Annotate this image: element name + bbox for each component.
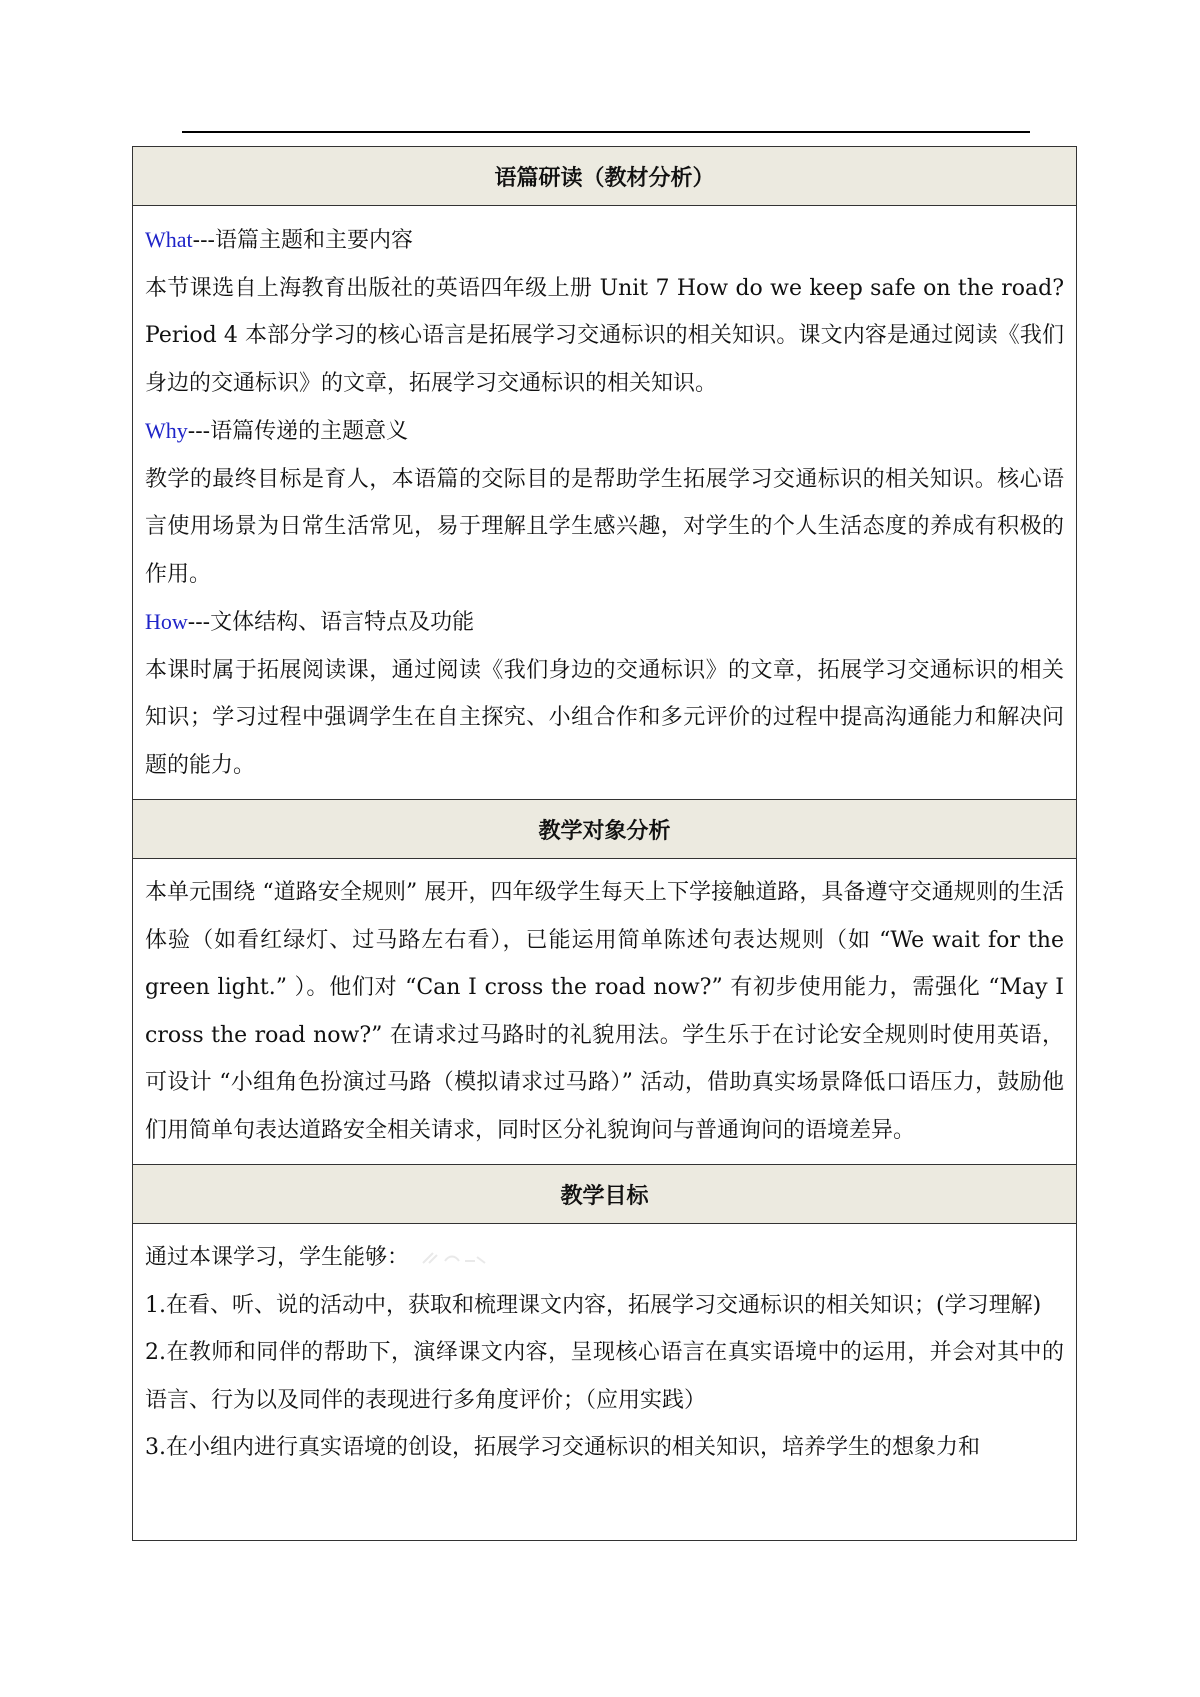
section-body-row (133, 1224, 1077, 1541)
section-header-row (133, 800, 1077, 859)
why-paragraph: 教学的最终目标是育人，本语篇的交际目的是帮助学生拓展学习交通标识的相关知识。核心语言使用场景为日常生活常见，易于理解且学生感兴趣，对学生的个人生活态度的养成有积极的作用。 (145, 466, 1064, 587)
watermark-icon (419, 1249, 489, 1267)
goals-intro-text: 通过本课学习，学生能够： (145, 1245, 410, 1270)
header-rule (182, 131, 1030, 133)
what-keyword: What (145, 227, 193, 252)
goals-intro (145, 1234, 1064, 1282)
learner-analysis-paragraph: 本单元围绕 “道路安全规则” 展开，四年级学生每天上下学接触道路，具备遵守交通规则的生活体验（如看红绿灯、过马路左右看），已能运用简单陈述句表达规则（如 “We wait for the green light.” ）。他们对 “Can I cross the road now?” 有初步使用能力，需强化 “May I cross the road now?” 在请求过马路时的礼貌用法。学生乐于在讨论安全规则时使用英语，可设计 “小组角色扮演过马路（模拟请求过马路）” 活动，借助真实场景降低口语压力，鼓励他们用简单句表达道路安全相关请求，同时区分礼貌询问与普通询问的语境差异。 (145, 880, 1064, 1143)
how-paragraph: 本课时属于拓展阅读课，通过阅读《我们身边的交通标识》的文章，拓展学习交通标识的相关知识；学习过程中强调学生在自主探究、小组合作和多元评价的过程中提高沟通能力和解决问题的能力。 (145, 657, 1064, 778)
what-heading (145, 216, 1064, 265)
section-header-row (133, 1165, 1077, 1224)
why-heading (145, 407, 1064, 456)
section-body-row (133, 859, 1077, 1165)
why-heading-text: ---语篇传递的主题意义 (187, 419, 409, 444)
how-keyword: How (145, 609, 188, 634)
what-heading-text: ---语篇主题和主要内容 (192, 228, 413, 253)
section-title-teaching-goals: 教学目标 (133, 1165, 1077, 1224)
section-header-row (133, 147, 1077, 206)
section-body-row (133, 206, 1077, 800)
section-title-text-analysis: 语篇研读（教材分析） (133, 147, 1077, 206)
how-heading (145, 598, 1064, 647)
goal-item: 1.在看、听、说的活动中，获取和梳理课文内容，拓展学习交通标识的相关知识；(学习理解) (145, 1292, 1042, 1318)
section-title-learner-analysis: 教学对象分析 (133, 800, 1077, 859)
why-keyword: Why (145, 418, 188, 443)
goal-item: 2.在教师和同伴的帮助下，演绎课文内容，呈现核心语言在真实语境中的运用，并会对其中的语言、行为以及同伴的表现进行多角度评价；（应用实践） (145, 1340, 1064, 1413)
lesson-plan-table (132, 146, 1077, 1541)
goal-item: 3.在小组内进行真实语境的创设，拓展学习交通标识的相关知识，培养学生的想象力和 (145, 1435, 980, 1460)
how-heading-text: ---文体结构、语言特点及功能 (187, 610, 475, 635)
what-paragraph: 本节课选自上海教育出版社的英语四年级上册 Unit 7 How do we keep safe on the road? Period 4 本部分学习的核心语言是拓展学习交通标识的相关知识。课文内容是通过阅读《我们身边的交通标识》的文章，拓展学习交通标识的相关知识。 (145, 275, 1064, 396)
teaching-goals-body (133, 1224, 1077, 1541)
learner-analysis-body (133, 859, 1077, 1165)
text-analysis-body (133, 206, 1077, 800)
